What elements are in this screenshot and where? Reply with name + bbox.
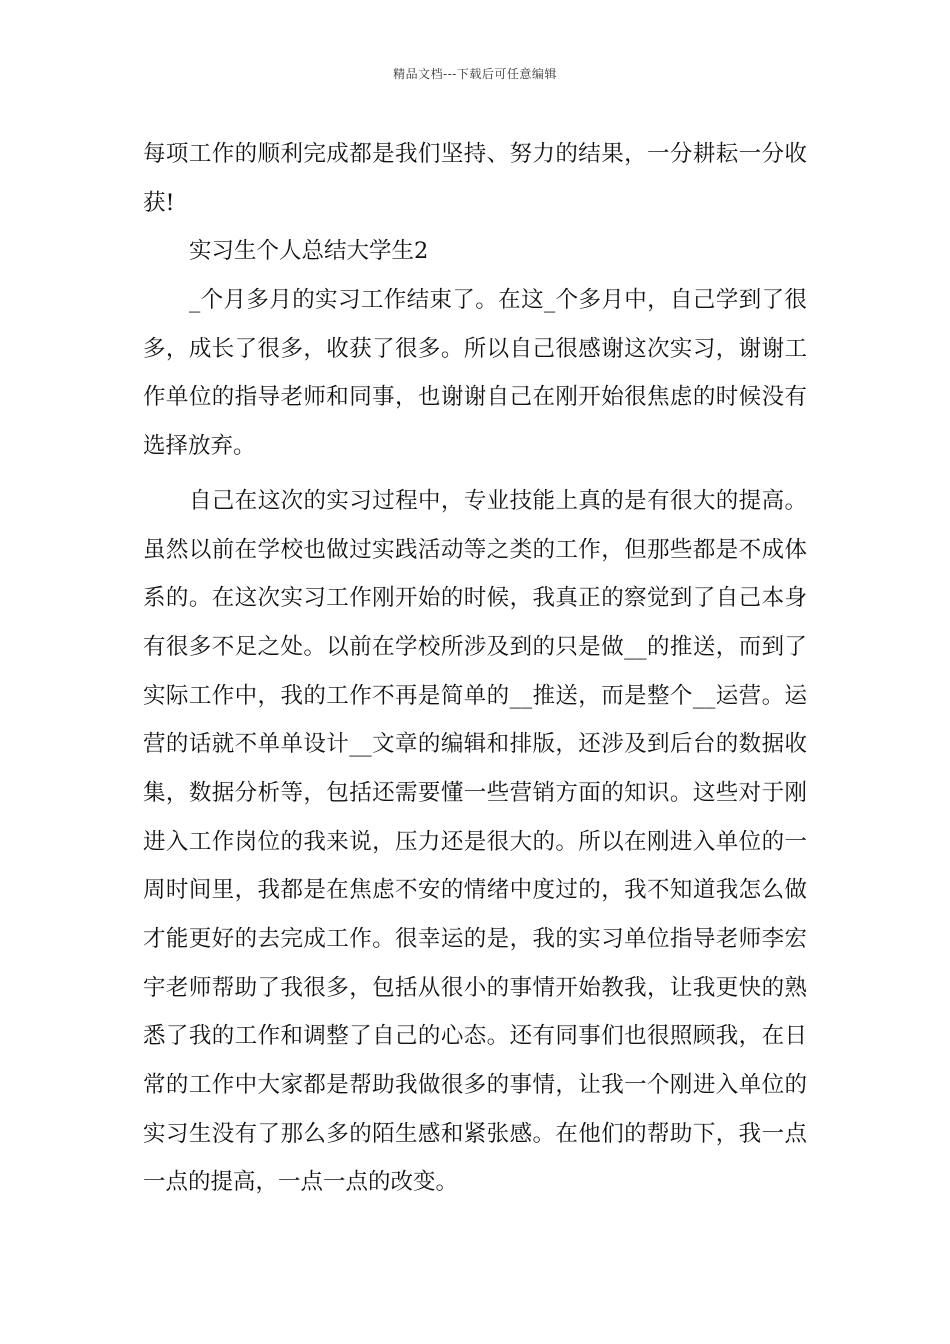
text-line: 营的话就不单单设计__文章的编辑和排版，还涉及到后台的数据收 [143, 731, 807, 758]
text-line: 周时间里，我都是在焦虑不安的情绪中度过的，我不知道我怎么做 [143, 877, 807, 904]
text-line: 常的工作中大家都是帮助我做很多的事情，让我一个刚进入单位的 [143, 1072, 807, 1099]
text-line: 才能更好的去完成工作。很幸运的是，我的实习单位指导老师李宏 [143, 926, 807, 952]
text-line: 系的。在这次实习工作刚开始的时候，我真正的察觉到了自己本身 [143, 585, 807, 612]
text-line: _个月多月的实习工作结束了。在这_个多月中，自己学到了很 [189, 287, 807, 314]
text-line: 集，数据分析等，包括还需要懂一些营销方面的知识。这些对于刚 [143, 779, 807, 806]
paragraph [143, 477, 807, 1207]
text-line: 宇老师帮助了我很多，包括从很小的事情开始教我，让我更快的熟 [143, 974, 807, 1001]
text-line: 选择放弃。 [143, 433, 256, 460]
text-line: 实际工作中，我的工作不再是简单的__推送，而是整个__运营。运 [143, 682, 807, 709]
page-header: 精品文档---下载后可任意编辑 [393, 67, 557, 81]
text-line: 虽然以前在学校也做过实践活动等之类的工作，但那些都是不成体 [143, 536, 807, 563]
document-body [143, 130, 807, 1207]
section-title [143, 227, 807, 276]
text-line: 作单位的指导老师和同事，也谢谢自己在刚开始很焦虑的时候没有 [143, 384, 807, 411]
paragraph [143, 276, 807, 471]
text-line: 实习生没有了那么多的陌生感和紧张感。在他们的帮助下，我一点 [143, 1120, 807, 1147]
text-line: 获! [143, 189, 175, 216]
text-line: 实习生个人总结大学生2 [189, 238, 429, 265]
text-line: 有很多不足之处。以前在学校所涉及到的只是做__的推送，而到了 [143, 633, 807, 660]
text-line: 进入工作岗位的我来说，压力还是很大的。所以在刚进入单位的一 [143, 828, 807, 855]
text-line: 悉了我的工作和调整了自己的心态。还有同事们也很照顾我，在日 [143, 1023, 807, 1050]
text-line: 一点的提高，一点一点的改变。 [143, 1169, 459, 1196]
text-line: 每项工作的顺利完成都是我们坚持、努力的结果，一分耕耘一分收 [143, 141, 807, 167]
text-line: 多，成长了很多，收获了很多。所以自己很感谢这次实习，谢谢工 [143, 335, 807, 362]
text-line: 自己在这次的实习过程中，专业技能上真的是有很大的提高。 [189, 487, 807, 514]
paragraph [143, 130, 807, 227]
